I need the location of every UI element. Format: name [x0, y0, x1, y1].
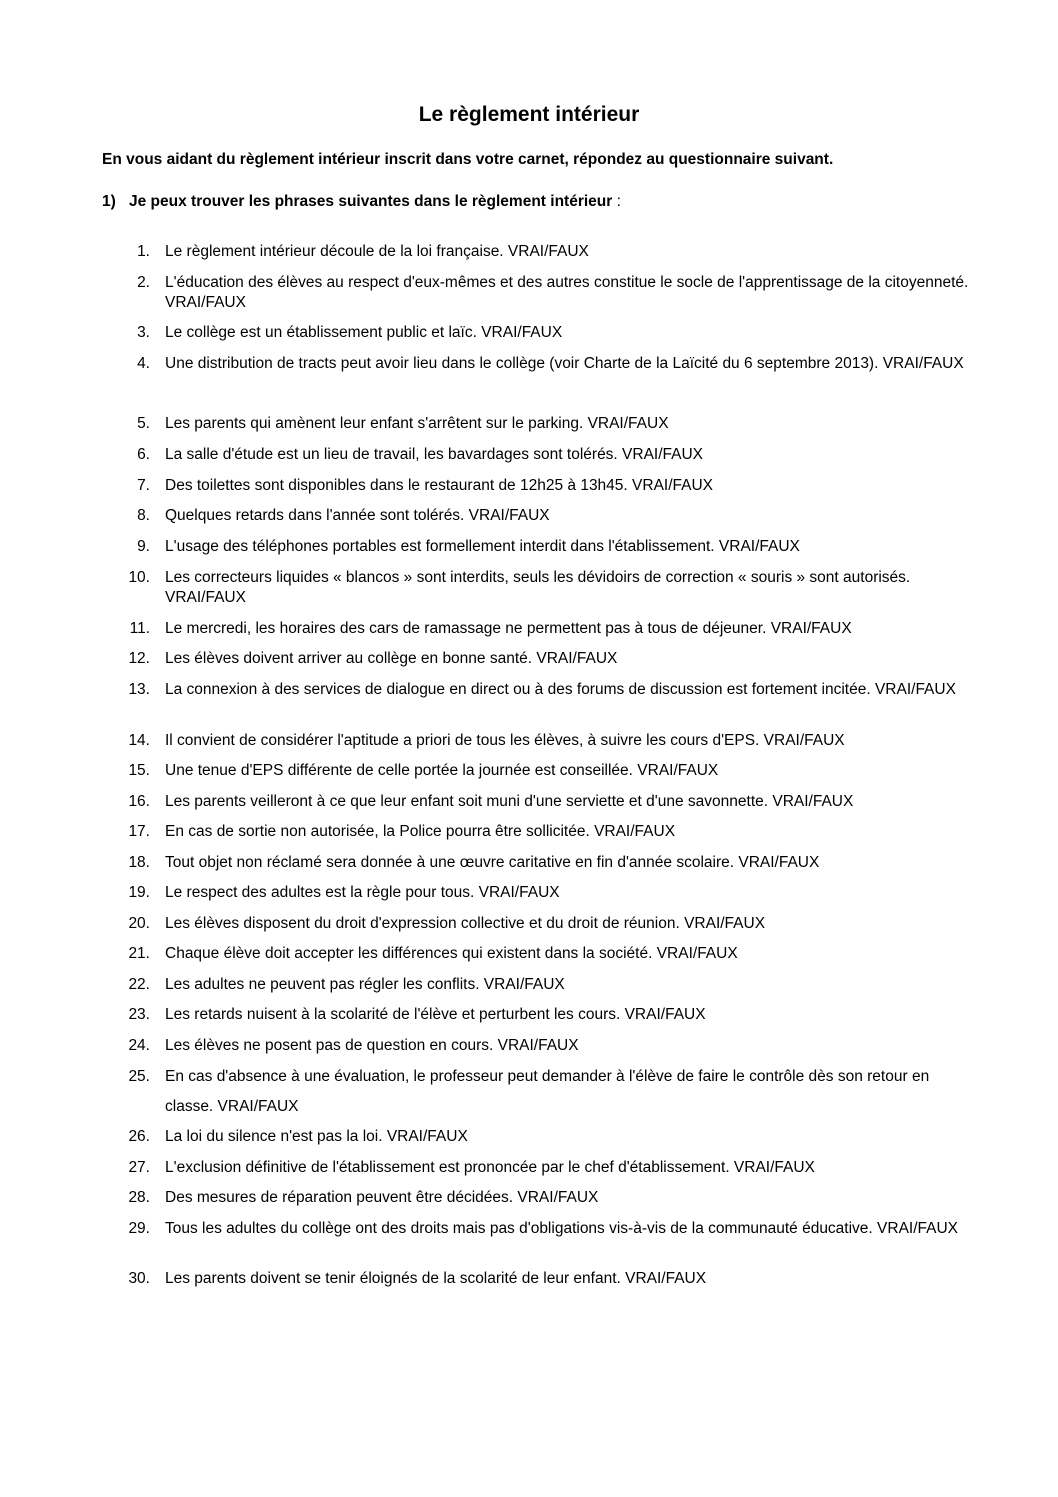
- item-number: 30.: [128, 1270, 150, 1287]
- item-text: Les élèves doivent arriver au collège en bonne santé. VRAI/FAUX: [165, 650, 618, 667]
- item-number: 16.: [128, 793, 150, 810]
- item-number: 29.: [128, 1220, 150, 1237]
- item-number: 19.: [128, 884, 150, 901]
- item-text: Les élèves disposent du droit d'expression collective et du droit de réunion. VRAI/FAUX: [165, 915, 766, 932]
- item-number: 14.: [128, 732, 150, 749]
- item-text: Les élèves ne posent pas de question en cours. VRAI/FAUX: [165, 1037, 579, 1054]
- item-text: Il convient de considérer l'aptitude a priori de tous les élèves, à suivre les cours d'EPS. VRAI/FAUX: [165, 732, 845, 749]
- item-number: 11.: [129, 620, 150, 637]
- item-number: 10.: [128, 569, 150, 586]
- item-number: 26.: [128, 1128, 150, 1145]
- item-text: Tout objet non réclamé sera donnée à une œuvre caritative en fin d'année scolaire. VRAI/FAUX: [165, 854, 820, 871]
- item-number: 1.: [137, 243, 150, 260]
- item-text: Les parents qui amènent leur enfant s'arrêtent sur le parking. VRAI/FAUX: [165, 415, 669, 432]
- item-number: 23.: [128, 1006, 150, 1023]
- item-text: En cas d'absence à une évaluation, le professeur peut demander à l'élève de faire le contrôle dès son retour en classe. VRAI/FAUX: [165, 1068, 930, 1115]
- item-number: 9.: [137, 538, 150, 555]
- question-suffix: :: [612, 193, 621, 210]
- item-text: Tous les adultes du collège ont des droits mais pas d'obligations vis-à-vis de la communauté éducative. VRAI/FAUX: [165, 1220, 959, 1237]
- item-text: Une tenue d'EPS différente de celle portée la journée est conseillée. VRAI/FAUX: [165, 762, 719, 779]
- item-text: Les parents veilleront à ce que leur enfant soit muni d'une serviette et d'une savonnette. VRAI/FAUX: [165, 793, 854, 810]
- item-text: L'éducation des élèves au respect d'eux-mêmes et des autres constitue le socle de l'apprentissage de la citoyenneté. VRAI/FAUX: [165, 274, 969, 311]
- item-number: 24.: [128, 1037, 150, 1054]
- item-text: La loi du silence n'est pas la loi. VRAI/FAUX: [165, 1128, 468, 1145]
- item-number: 21.: [128, 945, 150, 962]
- item-number: 18.: [128, 854, 150, 871]
- item-text: En cas de sortie non autorisée, la Police pourra être sollicitée. VRAI/FAUX: [165, 823, 676, 840]
- item-text: Des mesures de réparation peuvent être décidées. VRAI/FAUX: [165, 1189, 599, 1206]
- item-text: Le règlement intérieur découle de la loi française. VRAI/FAUX: [165, 243, 589, 260]
- item-text: L'usage des téléphones portables est formellement interdit dans l'établissement. VRAI/FAUX: [165, 538, 800, 555]
- item-number: 7.: [137, 477, 150, 494]
- item-text: L'exclusion définitive de l'établissement est prononcée par le chef d'établissement. VRAI/FAUX: [165, 1159, 815, 1176]
- item-text: Les retards nuisent à la scolarité de l'élève et perturbent les cours. VRAI/FAUX: [165, 1006, 706, 1023]
- item-number: 27.: [128, 1159, 150, 1176]
- item-text: Les parents doivent se tenir éloignés de la scolarité de leur enfant. VRAI/FAUX: [165, 1270, 707, 1287]
- item-text: Les correcteurs liquides « blancos » sont interdits, seuls les dévidoirs de correction « souris » sont autorisés. VRAI/FAUX: [165, 569, 911, 606]
- question-heading: [102, 191, 621, 213]
- item-number: 8.: [137, 507, 150, 524]
- item-text: Les adultes ne peuvent pas régler les conflits. VRAI/FAUX: [165, 976, 565, 993]
- item-number: 22.: [128, 976, 150, 993]
- item-number: 13.: [128, 681, 150, 698]
- item-text: La connexion à des services de dialogue en direct ou à des forums de discussion est fortement incitée. VRAI/FAUX: [165, 681, 956, 698]
- item-number: 3.: [137, 324, 150, 341]
- item-number: 4.: [137, 355, 150, 372]
- item-number: 25.: [128, 1068, 150, 1085]
- item-text: Des toilettes sont disponibles dans le restaurant de 12h25 à 13h45. VRAI/FAUX: [165, 477, 714, 494]
- question-text: Je peux trouver les phrases suivantes dans le règlement intérieur: [129, 193, 613, 210]
- question-number: 1): [102, 193, 116, 210]
- item-text: Chaque élève doit accepter les différences qui existent dans la société. VRAI/FAUX: [165, 945, 738, 962]
- item-number: 15.: [128, 762, 150, 779]
- item-number: 6.: [137, 446, 150, 463]
- page-title: Le règlement intérieur: [418, 103, 640, 126]
- item-number: 2.: [137, 274, 150, 291]
- item-text: Le collège est un établissement public et laïc. VRAI/FAUX: [165, 324, 563, 341]
- item-number: 5.: [137, 415, 150, 432]
- item-text: Le respect des adultes est la règle pour tous. VRAI/FAUX: [165, 884, 560, 901]
- item-text: Quelques retards dans l'année sont tolérés. VRAI/FAUX: [165, 507, 550, 524]
- item-text: Le mercredi, les horaires des cars de ramassage ne permettent pas à tous de déjeuner. VRAI/FAUX: [165, 620, 852, 637]
- item-number: 12.: [128, 650, 150, 667]
- item-number: 17.: [128, 823, 150, 840]
- instructions: En vous aidant du règlement intérieur inscrit dans votre carnet, répondez au questionnaire suivant.: [102, 151, 834, 168]
- item-number: 28.: [128, 1189, 150, 1206]
- item-text: La salle d'étude est un lieu de travail, les bavardages sont tolérés. VRAI/FAUX: [165, 446, 704, 463]
- item-text: Une distribution de tracts peut avoir lieu dans le collège (voir Charte de la Laïcité du 6 septembre 2013). VRAI/FAUX: [165, 355, 964, 372]
- item-number: 20.: [128, 915, 150, 932]
